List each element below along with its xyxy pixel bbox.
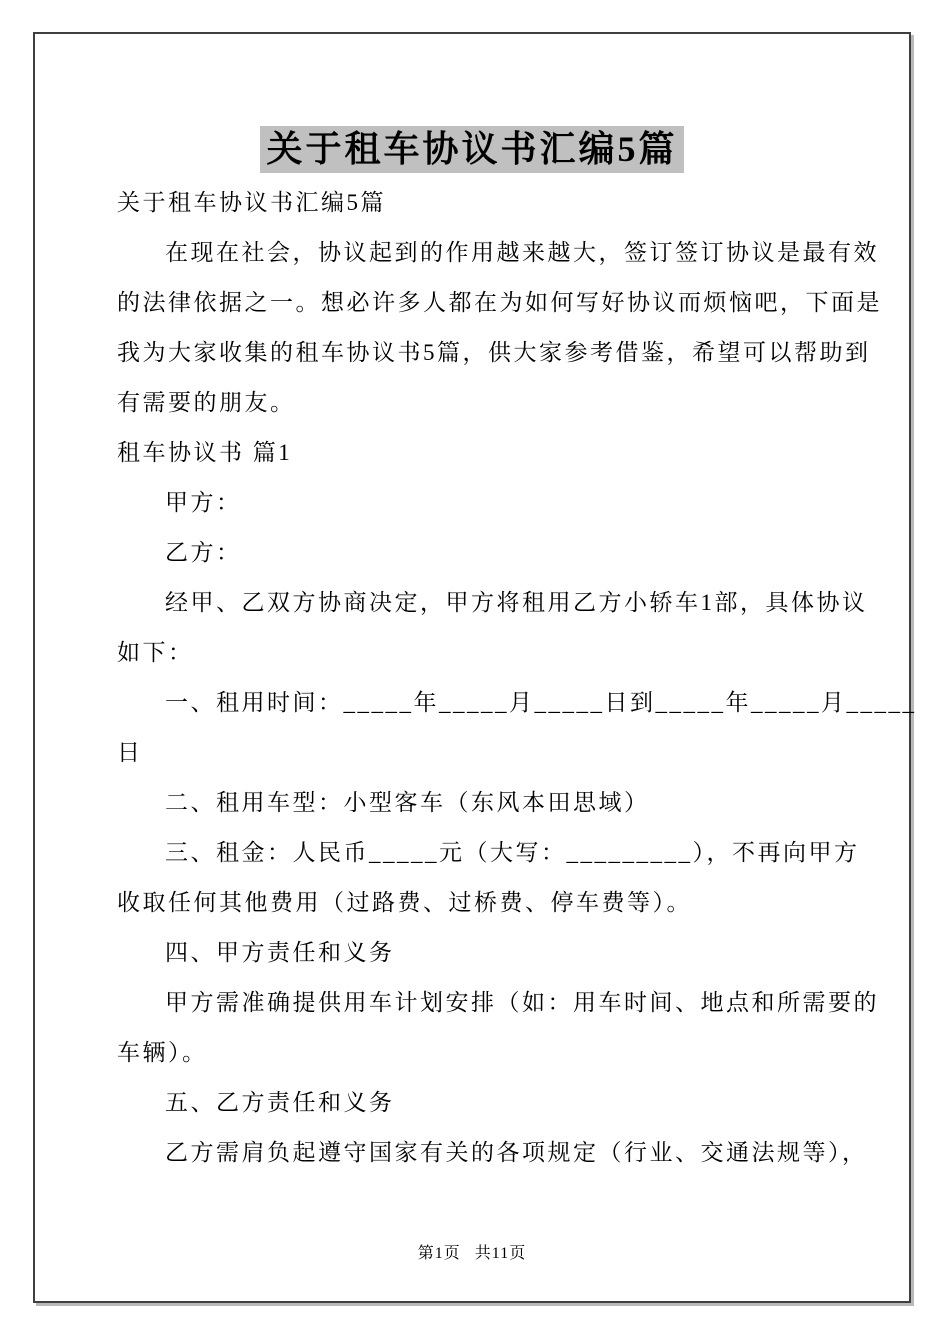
text-line: 关于租车协议书汇编5篇 <box>117 190 386 215</box>
text-line: 甲方： <box>165 490 242 515</box>
text-line: 一、租用时间：_____年_____月_____日到_____年_____月_____ <box>165 690 917 715</box>
text-line: 收取任何其他费用（过路费、过桥费、停车费等）。 <box>117 890 692 915</box>
text-line: 乙方需肩负起遵守国家有关的各项规定（行业、交通法规等）， <box>165 1140 868 1165</box>
document-title: 关于租车协议书汇编5篇 <box>260 126 683 173</box>
text-line: 如下： <box>117 640 194 665</box>
text-line: 乙方： <box>165 540 242 565</box>
page-total: 共11页 <box>474 1245 527 1262</box>
page-footer <box>35 1240 909 1263</box>
text-line: 甲方需准确提供用车计划安排（如：用车时间、地点和所需要的 <box>165 990 879 1015</box>
text-line: 车辆）。 <box>117 1040 208 1065</box>
document-title-row <box>35 126 909 173</box>
text-line: 经甲、乙双方协商决定，甲方将租用乙方小轿车1部，具体协议 <box>165 590 868 615</box>
text-line: 有需要的朋友。 <box>117 390 296 415</box>
page-border <box>33 32 917 1303</box>
text-line: 日 <box>117 740 143 765</box>
text-line: 在现在社会，协议起到的作用越来越大，签订签订协议是最有效 <box>165 240 879 265</box>
text-line: 二、租用车型：小型客车（东风本田思域） <box>165 790 650 815</box>
text-line: 四、甲方责任和义务 <box>165 940 395 965</box>
page-number: 第1页 <box>417 1245 461 1262</box>
text-line: 五、乙方责任和义务 <box>165 1090 395 1115</box>
text-line: 我为大家收集的租车协议书5篇，供大家参考借鉴，希望可以帮助到 <box>117 340 871 365</box>
text-line: 三、租金：人民币_____元（大写：_________），不再向甲方 <box>165 840 860 865</box>
text-line: 的法律依据之一。想必许多人都在为如何写好协议而烦恼吧，下面是 <box>117 290 882 315</box>
text-line: 租车协议书 篇1 <box>117 440 293 465</box>
body-text <box>117 178 917 1178</box>
